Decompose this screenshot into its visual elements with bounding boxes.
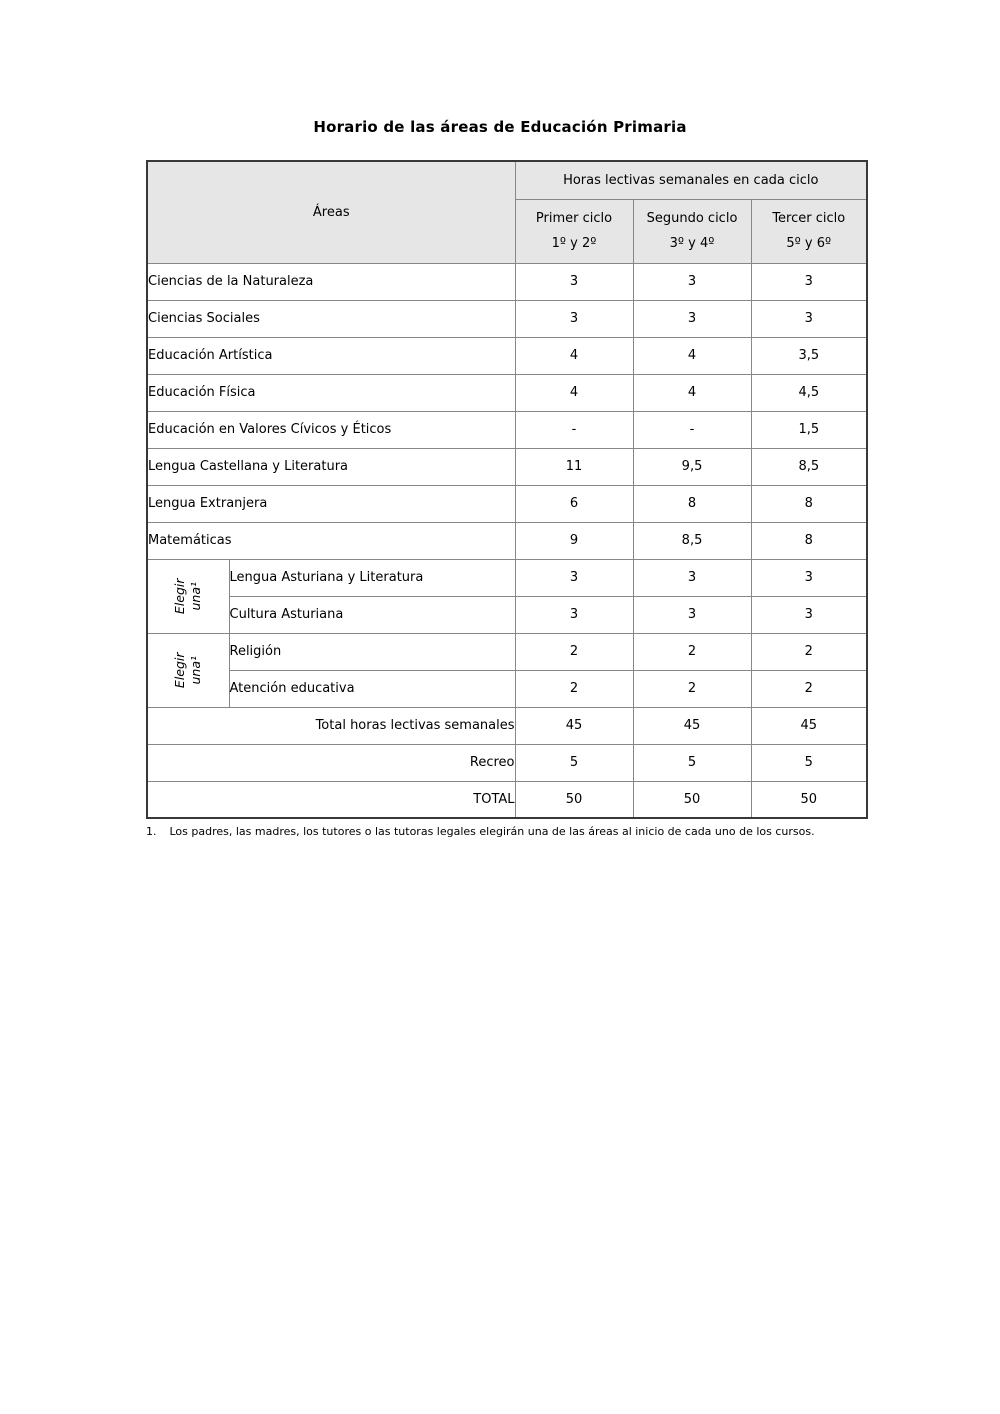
hours-cell: 2 [751, 633, 867, 670]
table-row [147, 633, 867, 670]
table-row [147, 559, 867, 596]
summary-label-cell: TOTAL [147, 781, 515, 818]
hours-cell: 3 [515, 559, 633, 596]
area-name-cell: Educación en Valores Cívicos y Éticos [147, 411, 515, 448]
hours-cell: 3 [515, 263, 633, 300]
area-name-cell: Educación Física [147, 374, 515, 411]
area-name-cell: Cultura Asturiana [229, 596, 515, 633]
cycle-name: Primer ciclo [535, 211, 613, 226]
hours-cell: 2 [515, 670, 633, 707]
hours-cell: 45 [751, 707, 867, 744]
footnote [146, 825, 876, 839]
cycle-header-tercer [751, 199, 867, 263]
schedule-table-container [146, 160, 866, 819]
hours-cell: 3 [751, 300, 867, 337]
hours-cell: 9,5 [633, 448, 751, 485]
hours-cell: 5 [515, 744, 633, 781]
hours-cell: 4 [515, 337, 633, 374]
table-row [147, 374, 867, 411]
table-row [147, 522, 867, 559]
hours-cell: 11 [515, 448, 633, 485]
area-name-cell: Lengua Castellana y Literatura [147, 448, 515, 485]
summary-label-cell: Recreo [147, 744, 515, 781]
header-row-group [147, 161, 867, 199]
table-row [147, 670, 867, 707]
hours-cell: 4 [633, 374, 751, 411]
hours-cell: 45 [515, 707, 633, 744]
hours-cell: 2 [751, 670, 867, 707]
area-name-cell: Ciencias de la Naturaleza [147, 263, 515, 300]
choice-group-label-cell [147, 633, 229, 707]
hours-cell: 4 [515, 374, 633, 411]
hours-cell: 3 [751, 263, 867, 300]
hours-cell: 9 [515, 522, 633, 559]
hours-cell: - [515, 411, 633, 448]
page-title: Horario de las áreas de Educación Primaria [313, 118, 687, 136]
hours-cell: 3 [751, 596, 867, 633]
cycle-header-primer [515, 199, 633, 263]
summary-label-cell: Total horas lectivas semanales [147, 707, 515, 744]
table-row [147, 411, 867, 448]
schedule-table [146, 160, 868, 819]
hours-cell: 3 [515, 596, 633, 633]
hours-cell: 8 [751, 485, 867, 522]
summary-row [147, 744, 867, 781]
choice-group-label: Elegir una¹ [172, 578, 204, 614]
choice-group-label-cell [147, 559, 229, 633]
table-row [147, 596, 867, 633]
footnote-text: Los padres, las madres, los tutores o las tutoras legales elegirán una de las áreas al inicio de cada uno de los cursos. [169, 825, 815, 838]
hours-cell: 8,5 [751, 448, 867, 485]
area-name-cell: Ciencias Sociales [147, 300, 515, 337]
hours-cell: 4 [633, 337, 751, 374]
choice-group-label: Elegir una¹ [172, 652, 204, 688]
table-row [147, 448, 867, 485]
cycle-name: Tercer ciclo [772, 211, 846, 226]
hours-cell: 8,5 [633, 522, 751, 559]
hours-cell: 50 [633, 781, 751, 818]
hours-group-header: Horas lectivas semanales en cada ciclo [515, 161, 867, 199]
area-name-cell: Religión [229, 633, 515, 670]
cycle-courses: 1º y 2º [551, 236, 597, 251]
hours-cell: - [633, 411, 751, 448]
hours-cell: 3,5 [751, 337, 867, 374]
area-name-cell: Lengua Asturiana y Literatura [229, 559, 515, 596]
area-name-cell: Matemáticas [147, 522, 515, 559]
hours-cell: 45 [633, 707, 751, 744]
hours-cell: 3 [633, 300, 751, 337]
hours-cell: 6 [515, 485, 633, 522]
hours-cell: 1,5 [751, 411, 867, 448]
hours-cell: 3 [633, 596, 751, 633]
table-row [147, 263, 867, 300]
hours-cell: 2 [515, 633, 633, 670]
summary-row [147, 707, 867, 744]
hours-cell: 2 [633, 670, 751, 707]
cycle-courses: 5º y 6º [786, 236, 832, 251]
summary-row [147, 781, 867, 818]
table-row [147, 337, 867, 374]
hours-cell: 5 [633, 744, 751, 781]
hours-cell: 5 [751, 744, 867, 781]
table-row [147, 300, 867, 337]
cycle-name: Segundo ciclo [646, 211, 738, 226]
area-name-cell: Atención educativa [229, 670, 515, 707]
footnote-marker: 1. [146, 825, 157, 838]
area-name-cell: Lengua Extranjera [147, 485, 515, 522]
hours-cell: 3 [633, 263, 751, 300]
hours-cell: 50 [515, 781, 633, 818]
hours-cell: 8 [751, 522, 867, 559]
area-name-cell: Educación Artística [147, 337, 515, 374]
hours-cell: 8 [633, 485, 751, 522]
hours-cell: 3 [515, 300, 633, 337]
areas-column-header: Áreas [147, 161, 515, 263]
hours-cell: 3 [751, 559, 867, 596]
hours-cell: 2 [633, 633, 751, 670]
hours-cell: 4,5 [751, 374, 867, 411]
hours-cell: 50 [751, 781, 867, 818]
cycle-header-segundo [633, 199, 751, 263]
table-row [147, 485, 867, 522]
hours-cell: 3 [633, 559, 751, 596]
cycle-courses: 3º y 4º [669, 236, 715, 251]
